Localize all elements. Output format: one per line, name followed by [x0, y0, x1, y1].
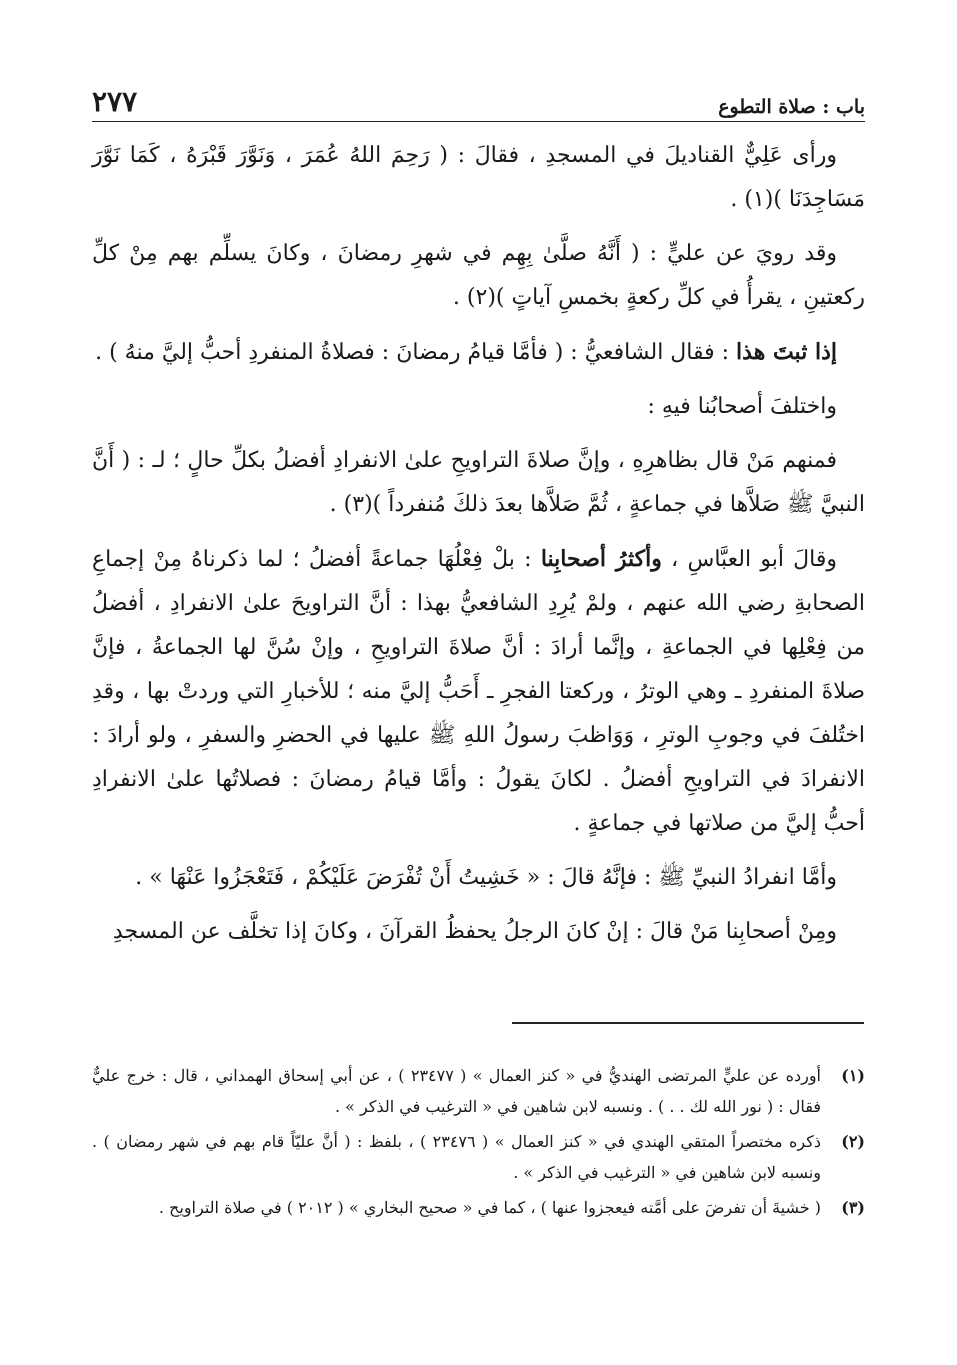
page-header	[92, 78, 865, 118]
paragraph	[92, 330, 865, 375]
bold-lead-phrase: وأكثرُ أصحابِنا	[540, 546, 662, 572]
paragraph	[92, 232, 865, 320]
footnote-number: (٣)	[841, 1198, 865, 1217]
footnote-text: ذكره مختصراً المتقي الهندي في « كنز العمال » ( ٢٣٤٧٦ ) ، بلفظ : ( أنَّ عليّاً قام بهم في شهر رمضان ) . ونسبه لابن شاهين في « الترغيب في الذكر » .	[92, 1132, 822, 1182]
paragraph	[92, 537, 865, 846]
paragraph	[92, 910, 865, 954]
chapter-title: باب : صلاة التطوع	[718, 96, 865, 118]
paragraph	[92, 856, 865, 900]
header-rule	[92, 121, 865, 122]
main-text	[92, 134, 865, 964]
footnotes	[92, 1060, 865, 1227]
paragraph	[92, 439, 865, 527]
paragraph-text: : فقال الشافعيُّ : ( فأمَّا قيامُ رمضانَ : فصلاةُ المنفردِ أحبُّ إليَّ منهُ ) .	[95, 340, 737, 365]
paragraph-text: وقالَ أبو العبَّاسِ ،	[661, 547, 837, 572]
paragraph-text: وأمَّا انفرادُ النبيِّ ﷺ : فإنَّهُ قالَ : « خَشِيتُ أَنْ تُفْرَضَ عَلَيْكُمْ ، فَتَعْجَزُوا عَنْهَا » .	[135, 865, 837, 890]
footnote	[92, 1060, 865, 1122]
paragraph-text: ومِنْ أصحابِنا مَنْ قالَ : إنْ كانَ الرجلُ يحفظُ القرآنَ ، وكانَ إذا تخلَّف عن المسجدِ	[112, 919, 837, 944]
footnote-number: (٢)	[841, 1132, 865, 1151]
paragraph	[92, 134, 865, 222]
footnote-text: أورده عن عليٍّ المرتضى الهنديُّ في « كنز العمال » ( ٢٣٤٧٧ ) ، عن أبي إسحاق الهمداني ، قال : خرج عليٌّ فقال : ( نور الله لك . . ) . ونسبه لابن شاهين في « الترغيب في الذكر » .	[92, 1066, 821, 1116]
footnote	[92, 1126, 865, 1188]
footnote	[92, 1192, 865, 1223]
footnote-text: ( خشيةَ أن تفرضَ على أمَّته فيعجزوا عنها ) ، كما في « صحيح البخاري » ( ٢٠١٢ ) في صلاة التراويح .	[158, 1198, 821, 1217]
footnote-separator	[512, 1022, 864, 1024]
paragraph-text: : بلْ فِعْلُهَا جماعةً أفضلُ ؛ لما ذكرناهُ مِنْ إجماعِ الصحابةِ رضي الله عنهم ، ولمْ يُرِدِ الشافعيُّ بهذا : أنَّ التراويحَ علىٰ الانفرادِ ، أفضلُ من فِعْلِها في الجماعةِ ، وإنَّما أرادَ : أنَّ صلاةَ التراويحِ ، وإنْ سُنَّ لها الجماعةُ ، فإنَّ صلاةَ المنفردِ ـ وهي الوترُ ، وركعتا الفجرِ ـ أَحَبُّ إليَّ منه ؛ للأخبارِ التي وردتْ بها ، وقدِ اختُلفَ في وجوبِ الوترِ ، وَوَاظبَ رسولُ اللهِ ﷺ عليها في الحضرِ والسفرِ ، ولو أرادَ : الانفرادَ في التراويحِ أفضلُ . لكانَ يقولُ : وأمَّا قيامُ رمضانَ : فصلاتُها علىٰ الانفرادِ أحبُّ إليَّ من صلاتها في جماعةٍ .	[92, 547, 865, 836]
footnote-number: (١)	[841, 1066, 865, 1085]
paragraph-text: فمنهم مَنْ قال بظاهرِهِ ، وإنَّ صلاةَ التراويحِ علىٰ الانفرادِ أفضلُ بكلِّ حالٍ ؛ لـ : ( أَنَّ النبيَّ ﷺ صَلاَّها في جماعةٍ ، ثُمَّ صَلاَّها بعدَ ذلكَ مُنفرداً )(٣) .	[92, 448, 865, 517]
paragraph-text: ورأى عَلِيٌّ القناديلَ في المسجدِ ، فقالَ : ( رَحِمَ اللهُ عُمَرَ ، وَنَوَّرَ قَبْرَهُ ، كَمَا نَوَّرَ مَسَاجِدَنَا )(١) .	[92, 143, 865, 212]
paragraph-text: وقد رويَ عن عليٍّ : ( أَنَّهُ صلَّىٰ بِهِم في شهرِ رمضانَ ، وكانَ يسلِّم بهم مِنْ كلِّ ركعتينِ ، يقرأُ في كلِّ ركعةٍ بخمسِ آياتٍ )(٢) .	[92, 241, 865, 310]
paragraph	[92, 385, 865, 429]
paragraph-text: واختلفَ أصحابُنا فيهِ :	[647, 394, 837, 419]
bold-lead-phrase: إذا ثبتَ هذا	[736, 339, 837, 365]
page-number: ٢٧٧	[92, 85, 138, 118]
